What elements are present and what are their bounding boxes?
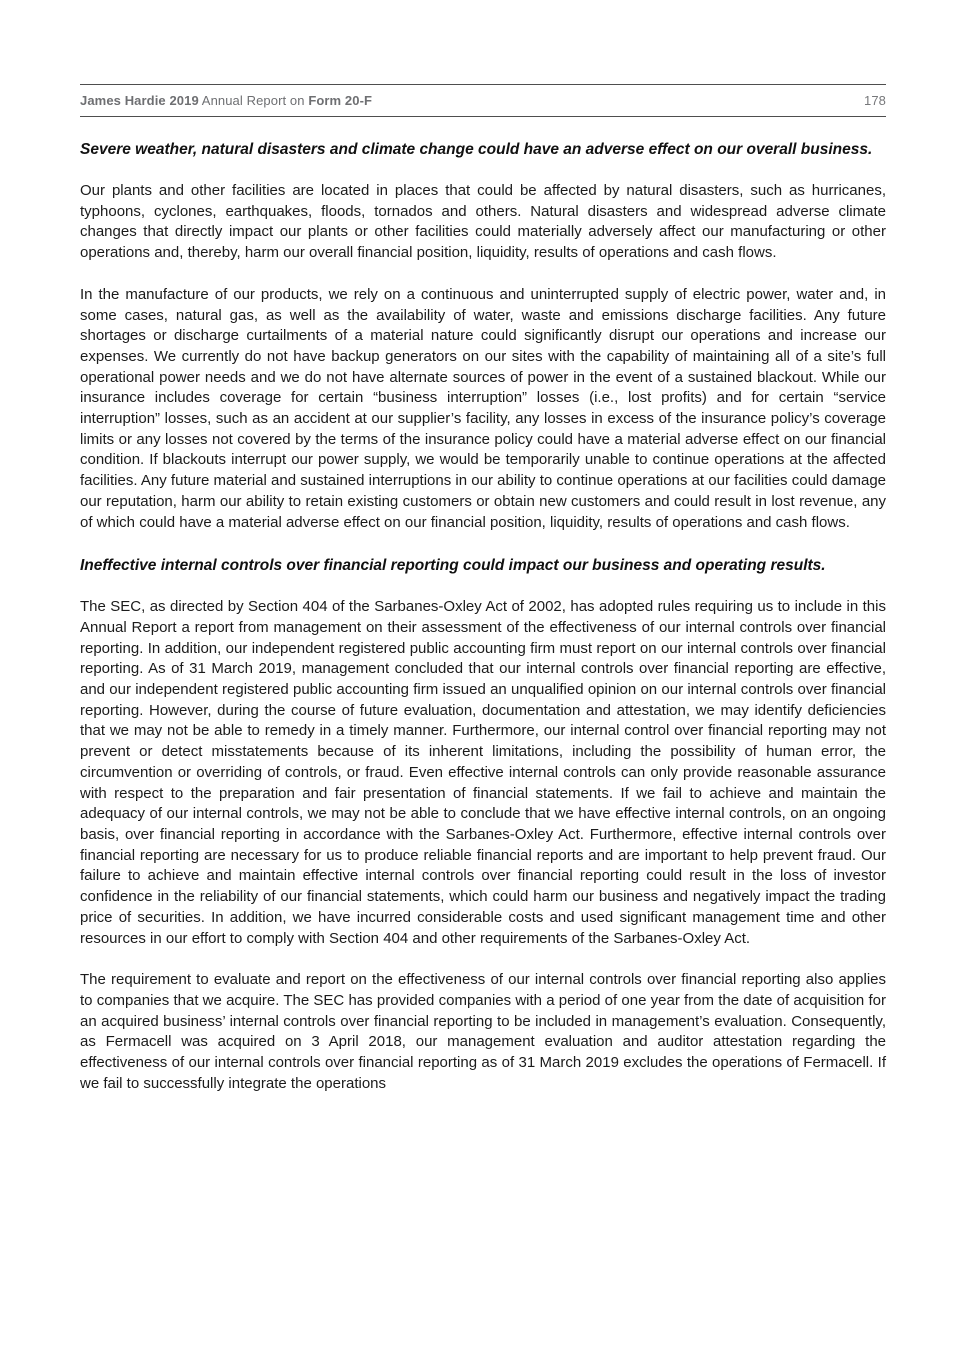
paragraph: The requirement to evaluate and report on the effectiveness of our internal controls over financial reporting also applies to companies that we acquire. The SEC has provided companies with a period of one year from the date of acquisition for an acquired business’ internal controls over financial reporting to be included in management’s evaluation. Consequently, as Fermacell was acquired on 3 April 2018, our management evaluation and auditor attestation regarding the effectiveness of our internal controls over financial reporting as of 31 March 2019 excludes the operations of Fermacell. If we fail to successfully integrate the operations xyxy=(80,971,886,1092)
page-number: 178 xyxy=(864,93,886,108)
header-rule-bottom xyxy=(80,116,886,117)
report-header xyxy=(80,85,886,116)
page-content xyxy=(80,84,886,1094)
header-form-label: Form 20-F xyxy=(308,93,373,108)
risk-heading-severe-weather: Severe weather, natural disasters and climate change could have an adverse effect on our overall business. xyxy=(80,141,873,158)
header-report-label: Annual Report on xyxy=(201,93,305,108)
risk-heading-internal-controls: Ineffective internal controls over financial reporting could impact our business and operating results. xyxy=(80,557,826,575)
paragraph: The SEC, as directed by Section 404 of the Sarbanes-Oxley Act of 2002, has adopted rules requiring us to include in this Annual Report a report from management on their assessment of the effectiveness of our internal controls over financial reporting. In addition, our independent registered public accounting firm must report on our internal controls over financial reporting. As of 31 March 2019, management concluded that our internal controls over financial reporting are effective, and our independent registered public accounting firm issued an unqualified opinion on our internal controls over financial reporting. However, during the course of future evaluation, documentation and attestation, we may identify deficiencies that we may not be able to remedy in a timely manner. Furthermore, our internal control over financial reporting may not prevent or detect misstatements because of its inherent limitations, including the possibility of human error, the circumvention or overriding of controls, or fraud. Even effective internal controls can only provide reasonable assurance with respect to the preparation and fair presentation of financial statements. If we fail to achieve and maintain the adequacy of our internal controls, we may not be able to conclude that we have effective internal controls, on an ongoing basis, over financial reporting in accordance with the Sarbanes-Oxley Act. Furthermore, effective internal controls over financial reporting are necessary for us to produce reliable financial reports and are important to help prevent fraud. Our failure to achieve and maintain effective internal controls over financial reporting could result in the loss of investor confidence in the reliability of our financial statements, which could harm our business and negatively impact the trading price of securities. In addition, we have incurred considerable costs and used significant management time and other resources in our effort to comply with Section 404 and other requirements of the Sarbanes-Oxley Act. xyxy=(80,598,886,947)
header-title xyxy=(80,93,372,108)
risk-section-internal-controls xyxy=(80,555,886,1094)
risk-section-severe-weather xyxy=(80,139,886,533)
paragraph: In the manufacture of our products, we rely on a continuous and uninterrupted supply of electric power, water and, in some cases, natural gas, as well as the availability of water, waste and emissions discharge facilities. Any future shortages or discharge curtailments of a material nature could significantly disrupt our operations and increase our expenses. We currently do not have backup generators on our sites with the capability of maintaining all of a site’s full operational power needs and we do not have alternate sources of power in the event of a sustained blackout. While our insurance includes coverage for certain “business interruption” losses (i.e., lost profits) and for certain “service interruption” losses, such as an accident at our supplier’s facility, any losses in excess of the insurance policy’s coverage limits or any losses not covered by the terms of the insurance policy could have a material adverse effect on our financial condition. If blackouts interrupt our power supply, we would be temporarily unable to continue operations at the affected facilities. Any future material and sustained interruptions in our ability to continue operations at our facilities could damage our reputation, harm our ability to retain existing customers or obtain new customers and could result in lost revenue, any of which could have a material adverse effect on our financial position, liquidity, results of operations and cash flows. xyxy=(80,285,886,531)
header-brand: James Hardie 2019 xyxy=(80,93,199,108)
paragraph: Our plants and other facilities are located in places that could be affected by natural disasters, such as hurricanes, typhoons, cyclones, earthquakes, floods, tornados and others. Natural disasters and widespread adverse climate changes that directly impact our plants or other facilities could materially adversely affect our manufacturing or other operations and, thereby, harm our overall financial position, liquidity, results of operations and cash flows. xyxy=(80,182,886,262)
